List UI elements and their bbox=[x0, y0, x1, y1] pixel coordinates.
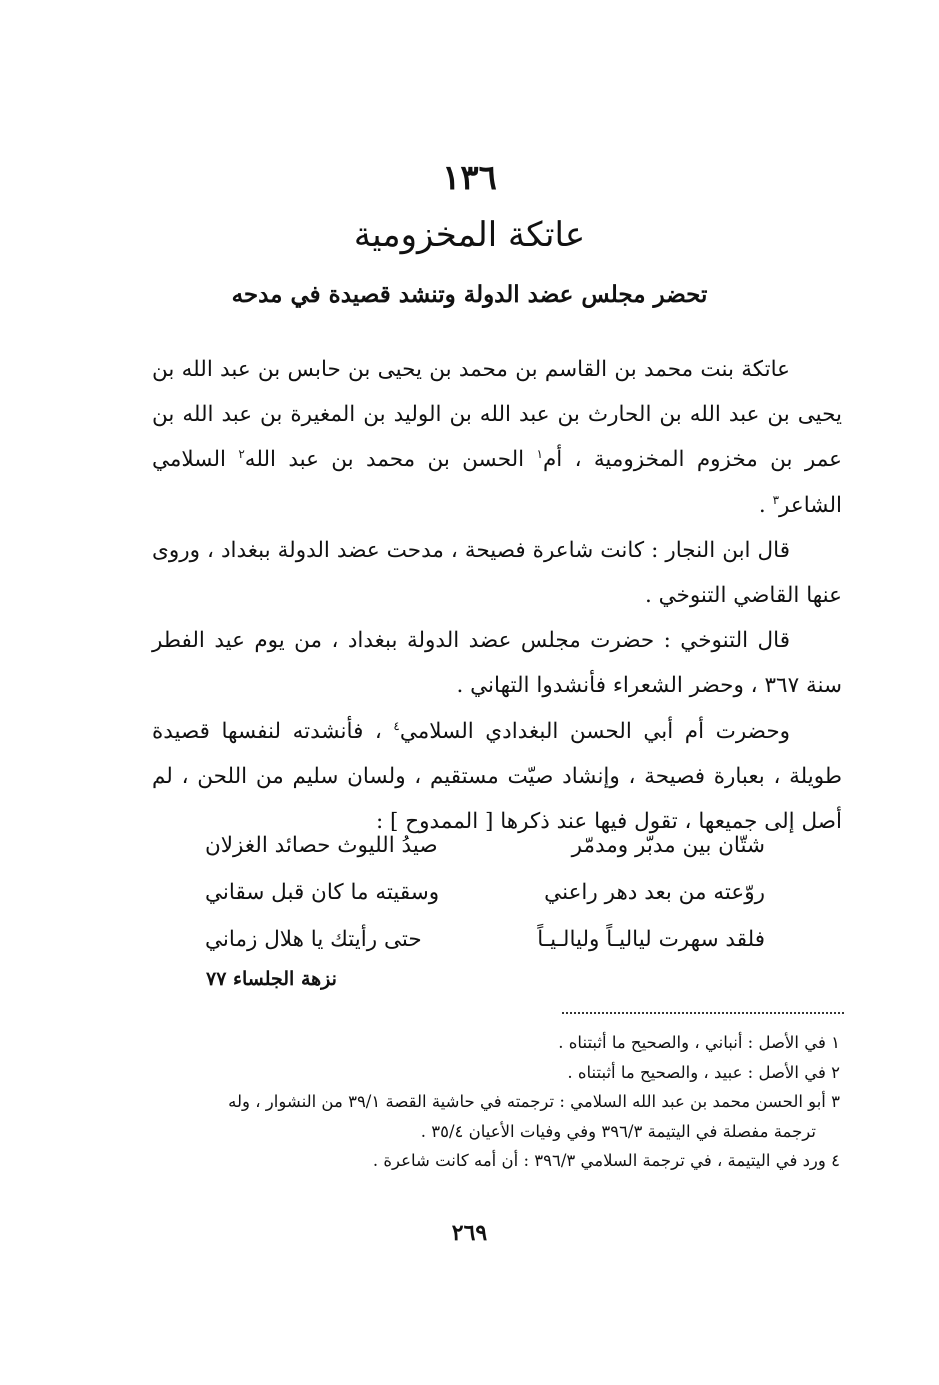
footnote-marker: ٤ bbox=[393, 718, 400, 733]
entry-number: ١٣٦ bbox=[442, 158, 497, 198]
footnote: ٤ ورد في اليتيمة ، في ترجمة السلامي ٣٩٦/٣ : أن أمه كانت شاعرة . bbox=[372, 1151, 840, 1170]
poem-second-hemistich: وسقيته ما كان قبل سقاني bbox=[205, 880, 440, 905]
paragraph-recital: وحضرت أم أبي الحسن البغدادي السلامي$^٤$ ، فأنشدته لنفسها قصيدة طويلة ، بعبارة فصيحة ، وإنشاد صيّت مستقيم ، ولسان سليم من اللحن ، لم أصل إلى جميعها ، تقول فيها عند ذكرها [ الممدوح ] : bbox=[152, 718, 842, 835]
paragraph-biography: عاتكة بنت محمد بن القاسم بن محمد بن يحيى بن حابس بن عبد الله بن يحيى بن عبد الله بن الحارث بن عبد الله بن الوليد بن المغيرة بن عبد الله بن عمر بن مخزوم المخزومية ، أم$^١$ الحسن بن محمد بن عبد الله$^٢$ السلامي الشاعر$^٣$ . bbox=[152, 357, 842, 518]
footnote-marker: ١ bbox=[536, 447, 543, 462]
page-number: ٢٦٩ bbox=[451, 1220, 488, 1246]
paragraph-ibn-najjar: قال ابن النجار : كانت شاعرة فصيحة ، مدحت عضد الدولة ببغداد ، وروى عنها القاضي التنوخي . bbox=[152, 537, 842, 609]
paragraph-tanukhi: قال التنوخي : حضرت مجلس عضد الدولة ببغداد ، من يوم عيد الفطر سنة ٣٦٧ ، وحضر الشعراء فأنشدوا التهاني . bbox=[152, 628, 842, 699]
footnote-divider bbox=[562, 1012, 844, 1014]
footnote: ١ في الأصل : أنباني ، والصحيح ما أثبتناه . bbox=[558, 1033, 840, 1052]
entry-subtitle: تحضر مجلس عضد الدولة وتنشد قصيدة في مدحه bbox=[231, 281, 708, 308]
footnote: ٣ أبو الحسن محمد بن عبد الله السلامي : ترجمته في حاشية القصة ٣٩/١ من النشوار ، وله bbox=[228, 1092, 840, 1111]
poem-second-hemistich: حتى رأيتك يا هلال زماني bbox=[205, 927, 422, 952]
footnote-marker: ٣ bbox=[772, 492, 780, 507]
poem-first-hemistich: روّعته من بعد دهر راعني bbox=[544, 880, 765, 905]
source-reference: نزهة الجلساء ٧٧ bbox=[206, 968, 337, 990]
footnote-continuation: ترجمة مفصلة في اليتيمة ٣٩٦/٣ وفي وفيات الأعيان ٣٥/٤ . bbox=[420, 1121, 816, 1141]
body-text bbox=[152, 347, 842, 844]
poem-first-hemistich: شتّان بين مدبّر ومدمّر bbox=[571, 833, 765, 858]
entry-title: عاتكة المخزومية bbox=[353, 215, 586, 255]
poem-first-hemistich: فلقد سهرت لياليـاً وليالـيـاً bbox=[537, 927, 765, 952]
footnotes bbox=[140, 1028, 840, 1176]
footnote-marker: ٢ bbox=[238, 447, 245, 462]
poem-verse bbox=[205, 916, 765, 963]
poem bbox=[205, 822, 765, 963]
poem-second-hemistich: صيدُ الليوث حصائد الغزلان bbox=[205, 833, 438, 858]
footnote: ٢ في الأصل : عبيد ، والصحيح ما أثبتناه . bbox=[567, 1062, 840, 1082]
poem-verse bbox=[205, 869, 765, 916]
poem-verse bbox=[205, 822, 765, 869]
